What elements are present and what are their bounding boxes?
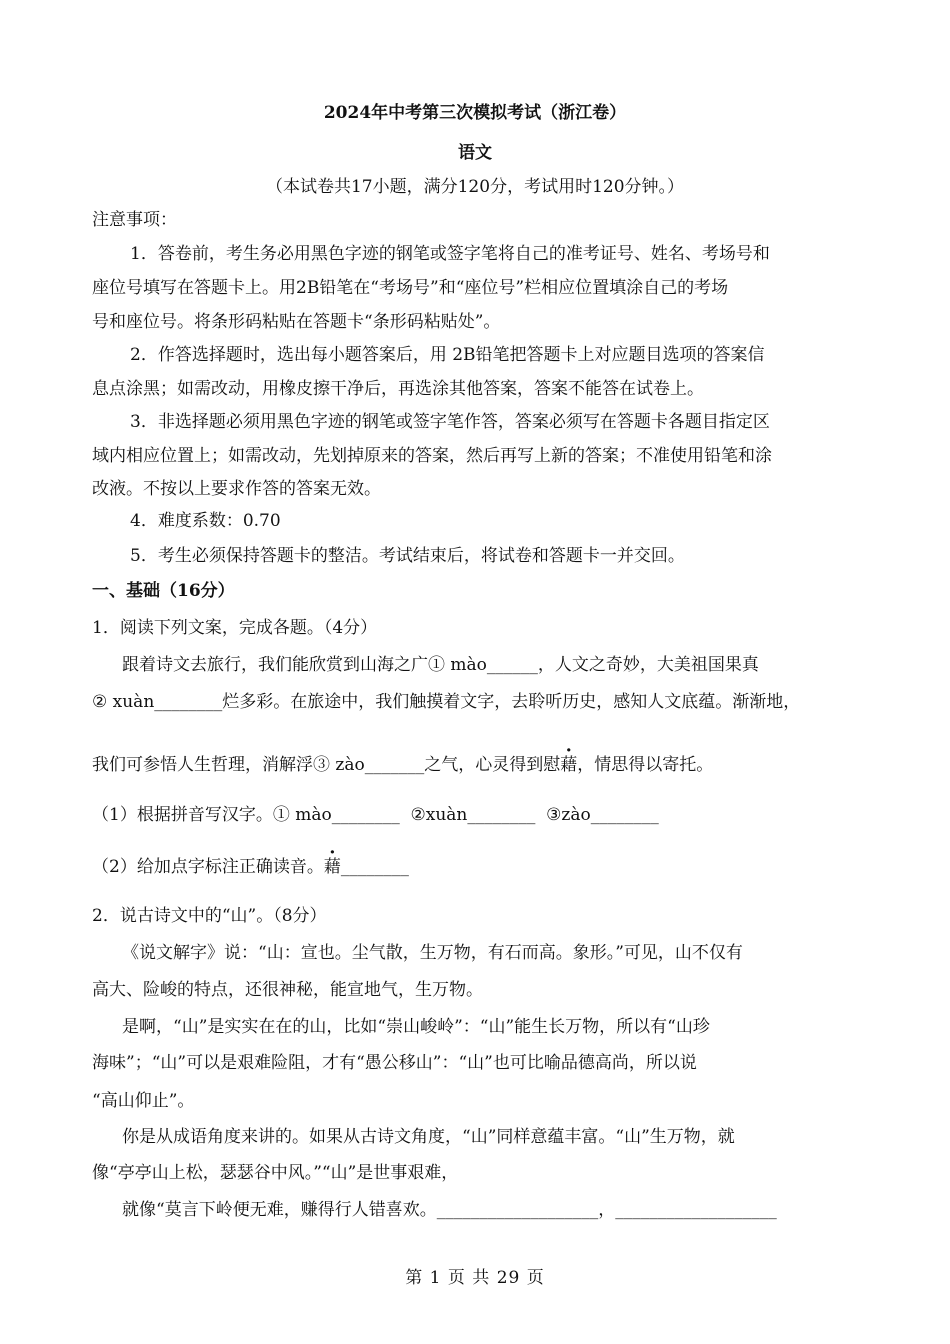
passage-line: 海味”；“山”可以是艰难险阻，才有“愚公移山”：“山”也可比喻品德高尚，所以说	[92, 1053, 697, 1073]
subject-title: 语文	[458, 143, 492, 163]
notice-line: 改液。不按以上要求作答的答案无效。	[92, 479, 381, 499]
notice-line: 3．非选择题必须用黑色字迹的钢笔或签字笔作答，答案必须写在答题卡各题目指定区	[130, 412, 770, 432]
passage-line: 《说文解字》说：“山：宣也。尘气散，生万物，有石而高。象形。”可见，山不仅有	[122, 943, 743, 963]
page-footer: 第 1 页 共 29 页	[405, 1268, 545, 1288]
section-heading: 一、基础（16分）	[92, 581, 235, 601]
notice-line: 号和座位号。将条形码粘贴在答题卡“条形码粘贴处”。	[92, 312, 501, 332]
passage-line: 是啊，“山”是实实在在的山，比如“崇山峻岭”：“山”能生长万物，所以有“山珍	[122, 1017, 710, 1037]
exam-title: 2024年中考第三次模拟考试（浙江卷）	[323, 103, 627, 123]
sub-question-2	[92, 856, 409, 878]
passage-text: 我们可参悟人生哲理，消解浮③ zào_______之气，心灵得到慰	[92, 755, 561, 775]
sub-question-1: （1）根据拼音写汉字。① mào________ ②xuàn________ ③zào________	[92, 805, 659, 825]
notice-line: 1．答卷前，考生务必用黑色字迹的钢笔或签字笔将自己的准考证号、姓名、考场号和	[130, 244, 770, 264]
notice-line: 4．难度系数：0.70	[130, 511, 281, 531]
notice-line: 座位号填写在答题卡上。用2B铅笔在“考场号”和“座位号”栏相应位置填涂自己的考场	[92, 278, 729, 298]
sub-question-text: （2）给加点字标注正确读音。	[92, 857, 324, 877]
notice-line: 域内相应位置上；如需改动，先划掉原来的答案，然后再写上新的答案；不准使用铅笔和涂	[92, 446, 772, 466]
passage-text: ，情思得以寄托。	[577, 755, 714, 775]
passage-line: “高山仰止”。	[92, 1091, 195, 1111]
exam-info: （本试卷共17小题，满分120分，考试用时120分钟。）	[265, 177, 685, 197]
question-stem: 1．阅读下列文案，完成各题。（4分）	[92, 618, 378, 638]
passage-line: 就像“莫言下岭便无难，赚得行人错喜欢。___________________，___________________	[122, 1200, 777, 1220]
dotted-character: 藉	[323, 857, 341, 877]
answer-blank: ________	[340, 857, 409, 877]
notice-line: 5．考生必须保持答题卡的整洁。考试结束后，将试卷和答题卡一并交回。	[130, 546, 685, 566]
question-stem: 2．说古诗文中的“山”。（8分）	[92, 906, 327, 926]
passage-line: ② xuàn________烂多彩。在旅途中，我们触摸着文字，去聆听历史，感知人文底蕴。渐渐地，	[92, 692, 801, 712]
notice-line: 息点涂黑；如需改动，用橡皮擦干净后，再选涂其他答案，答案不能答在试卷上。	[92, 379, 704, 399]
passage-line: 你是从成语角度来讲的。如果从古诗文角度，“山”同样意蕴丰富。“山”生万物，就	[122, 1127, 735, 1147]
passage-line	[92, 754, 713, 776]
passage-line: 跟着诗文去旅行，我们能欣赏到山海之广① mào______，人文之奇妙，大美祖国果真	[122, 655, 759, 675]
notice-heading: 注意事项：	[92, 210, 177, 230]
dotted-character: 藉	[560, 755, 578, 775]
passage-line: 高大、险峻的特点，还很神秘，能宣地气，生万物。	[92, 980, 483, 1000]
passage-line: 像“亭亭山上松，瑟瑟谷中风。”“山”是世事艰难，	[92, 1163, 459, 1183]
notice-line: 2．作答选择题时，选出每小题答案后，用 2B铅笔把答题卡上对应题目选项的答案信	[130, 345, 765, 365]
